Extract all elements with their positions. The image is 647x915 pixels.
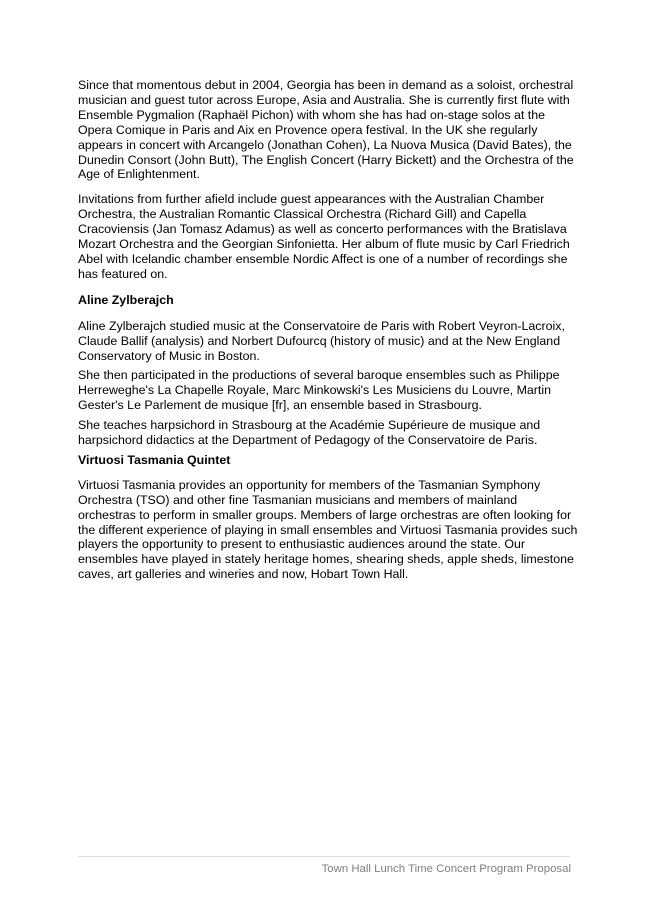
document-body xyxy=(78,78,578,582)
heading-virtuosi-tasmania: Virtuosi Tasmania Quintet xyxy=(78,452,231,467)
paragraph-virtuosi-description: Virtuosi Tasmania provides an opportunity for members of the Tasmanian Symphony Orchestra (TSO) and other fine Tasmanian musicians and members of mainland orchestras to perform in smaller groups. Members of large orchestras are often looking for the different experience of playing in small ensembles and Virtuosi Tasmania provides such players the opportunity to present to enthusiastic audiences around the state. Our ensembles have played in stately heritage homes, shearing sheds, apple sheds, limestone caves, art galleries and wineries and now, Hobart Town Hall. xyxy=(78,477,578,582)
paragraph-aline-ensembles: She then participated in the productions of several baroque ensembles such as Philippe Herreweghe's La Chapelle Royale, Marc Minkowski's Les Musiciens du Louvre, Martin Gester's Le Parlement de musique [fr], an ensemble based in Strasbourg. xyxy=(78,368,560,413)
footer-divider xyxy=(78,856,570,857)
page-footer: Town Hall Lunch Time Concert Program Proposal xyxy=(321,863,571,875)
paragraph-aline-teaching: She teaches harpsichord in Strasbourg at the Académie Supérieure de musique and harpsichord didactics at the Department of Pedagogy of the Conservatoire de Paris. xyxy=(78,418,541,448)
heading-aline-zylberajch: Aline Zylberajch xyxy=(78,292,174,307)
paragraph-georgia-invitations: Invitations from further afield include guest appearances with the Australian Chamber Orchestra, the Australian Romantic Classical Orchestra (Richard Gill) and Capella Cracoviensis (Jan Tomasz Adamus) as well as concerto performances with the Bratislava Mozart Orchestra and the Georgian Sinfonietta. Her album of flute music by Carl Friedrich Abel with Icelandic chamber ensemble Nordic Affect is one of a number of recordings she has featured on. xyxy=(78,192,570,281)
paragraph-georgia-career: Since that momentous debut in 2004, Georgia has been in demand as a soloist, orchestral musician and guest tutor across Europe, Asia and Australia. She is currently first flute with Ensemble Pygmalion (Raphaël Pichon) with whom she has had on-stage solos at the Opera Comique in Paris and Aix en Provence opera festival. In the UK she regularly appears in concert with Arcangelo (Jonathan Cohen), La Nuova Musica (David Bates), the Dunedin Consort (John Butt), The English Concert (Harry Bickett) and the Orchestra of the Age of Enlightenment. xyxy=(78,78,574,182)
paragraph-aline-studies: Aline Zylberajch studied music at the Conservatoire de Paris with Robert Veyron-Lacroix, Claude Ballif (analysis) and Norbert Dufourcq (history of music) and at the New England Conservatory of Music in Boston. xyxy=(78,318,565,363)
